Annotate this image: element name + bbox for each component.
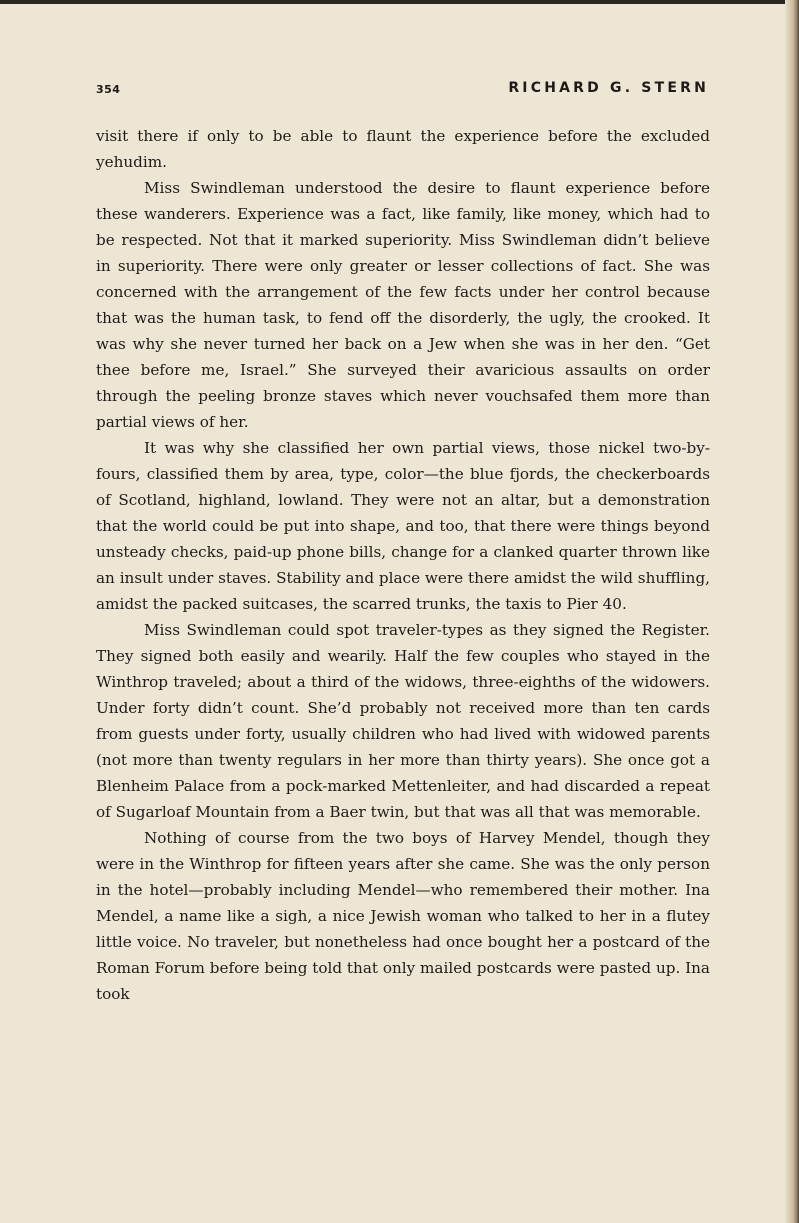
page-top-edge	[0, 0, 799, 4]
paragraph: Nothing of course from the two boys of Harvey Mendel, though they were in the Winthrop for fifteen years after she came. She was the only person in the hotel—probably including Mendel—who remembered their mother. Ina Mendel, a name like a sigh, a nice Jewish woman who talked to her in a flutey little voice. No traveler, but nonetheless had once bought her a postcard of the Roman Forum before being told that only mailed postcards were pasted up. Ina took	[96, 829, 710, 1003]
page-binding-edge	[785, 0, 799, 1223]
running-title: RICHARD G. STERN	[508, 80, 709, 96]
paragraph: Miss Swindleman could spot traveler-types as they signed the Register. They signed both easily and wearily. Half the few couples who stayed in the Winthrop traveled; about a third of the widows, three-eighths of the widowers. Under forty didn’t count. She’d probably not received more than ten cards from guests under forty, usually children who had lived with widowed parents (not more than twenty regulars in her more than thirty years). She once got a Blenheim Palace from a pock-marked Mettenleiter, and had discarded a repeat of Sugarloaf Mountain from a Baer twin, but that was all that was memorable.	[96, 621, 710, 821]
paragraph-continued: visit there if only to be able to flaunt the experience before the excluded yehudim.	[96, 127, 710, 171]
body-text	[96, 123, 710, 1007]
page-number: 354	[96, 83, 121, 96]
running-head	[96, 80, 709, 100]
paragraph: Miss Swindleman understood the desire to flaunt experience before these wanderers. Experience was a fact, like family, like money, which had to be respected. Not that it marked superiority. Miss Swindleman didn’t believe in superiority. There were only greater or lesser collections of fact. She was concerned with the arrangement of the few facts under her control because that was the human task, to fend off the disorderly, the ugly, the crooked. It was why she never turned her back on a Jew when she was in her den. “Get thee before me, Israel.” She surveyed their avaricious assaults on order through the peeling bronze staves which never vouchsafed them more than partial views of her.	[96, 179, 710, 431]
paragraph: It was why she classified her own partial views, those nickel two-by-fours, classified them by area, type, color—the blue fjords, the checkerboards of Scotland, highland, lowland. They were not an altar, but a demonstration that the world could be put into shape, and too, that there were things beyond unsteady checks, paid-up phone bills, change for a clanked quarter thrown like an insult under staves. Stability and place were there amidst the wild shuffling, amidst the packed suitcases, the scarred trunks, the taxis to Pier 40.	[96, 439, 710, 613]
